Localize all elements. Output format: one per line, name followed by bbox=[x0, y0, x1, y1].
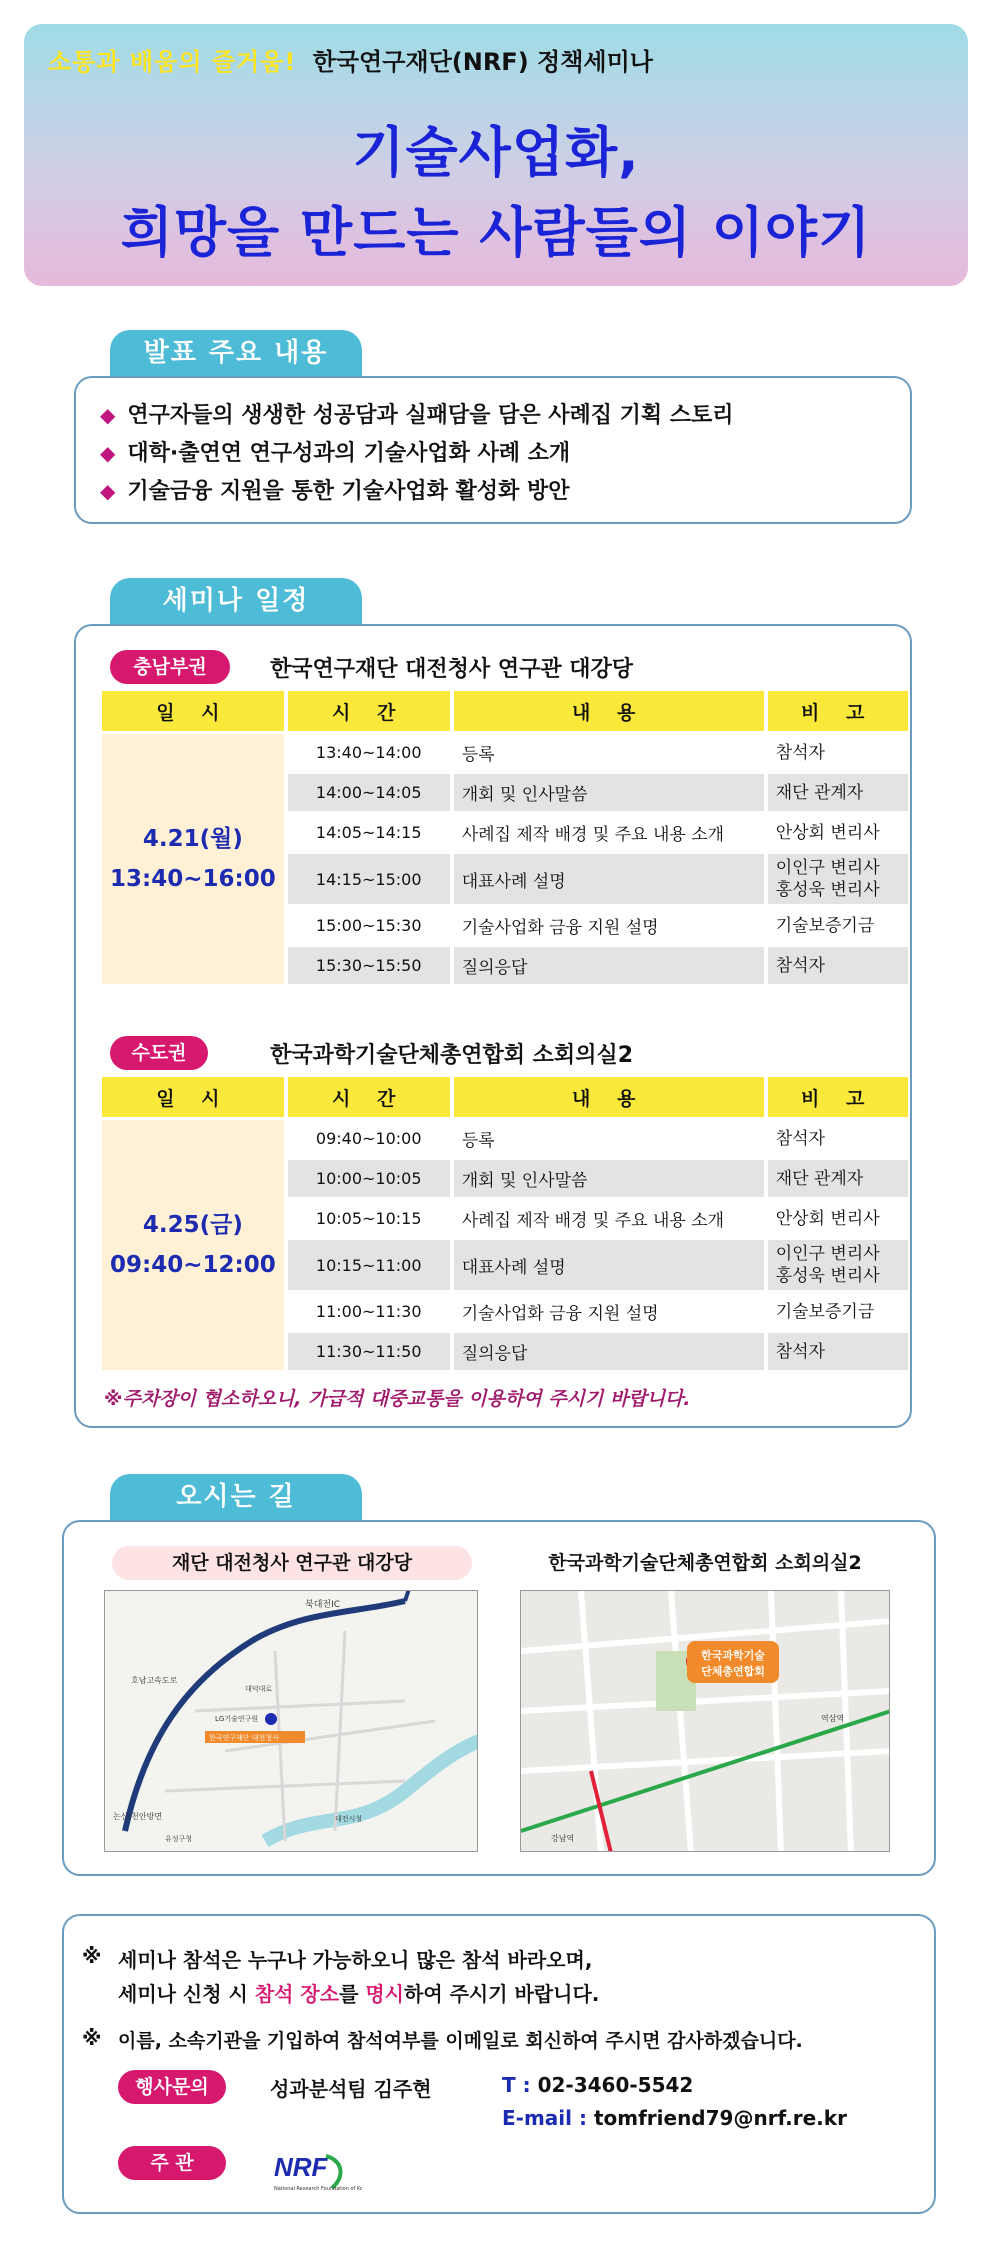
table-row bbox=[102, 734, 908, 771]
map-label: 호남고속도로 bbox=[131, 1676, 178, 1685]
map-daejeon[interactable] bbox=[104, 1590, 478, 1852]
content-cell: 대표사례 설명 bbox=[454, 1240, 764, 1290]
venue-1: 한국연구재단 대전청사 연구관 대강당 bbox=[270, 657, 634, 682]
list-item: ◆ 연구자들의 생생한 성공담과 실패담을 담은 사례집 기획 스토리 bbox=[100, 403, 734, 428]
tab-directions: 오시는 길 bbox=[110, 1474, 362, 1520]
title-line-1: 기술사업화, bbox=[352, 121, 640, 184]
contact-email[interactable]: E-mail : tomfriend79@nrf.re.kr bbox=[502, 2106, 847, 2130]
col-header-time: 시 간 bbox=[288, 1077, 450, 1117]
time-cell: 14:05~14:15 bbox=[315, 823, 422, 842]
map-label: 대전시청 bbox=[335, 1815, 363, 1823]
note1-line1: 세미나 참석은 누구나 가능하오니 많은 참석 바라오며, bbox=[118, 1948, 593, 1972]
note-mark: ※ bbox=[82, 1944, 102, 1968]
note-cell: 기술보증기금 bbox=[775, 915, 875, 936]
diamond-bullet-icon: ◆ bbox=[100, 479, 116, 503]
note-cell: 안상회 변리사 bbox=[775, 822, 880, 843]
note-cell bbox=[768, 1240, 908, 1290]
header-subtitle bbox=[48, 42, 653, 77]
map-label: 한국연구재단 대전청사 bbox=[209, 1734, 279, 1742]
note-cell: 재단 관계자 bbox=[768, 774, 908, 811]
session-time-range: 09:40~12:00 bbox=[110, 1252, 276, 1278]
header-slogan: 소통과 배움의 즐거움! bbox=[48, 48, 297, 76]
note-mark: ※ bbox=[82, 2026, 102, 2050]
region-badge-2: 수도권 bbox=[110, 1036, 208, 1070]
content-cell: 개회 및 인사말씀 bbox=[454, 774, 764, 811]
note-cell: 기술보증기금 bbox=[775, 1301, 875, 1322]
session-date: 4.21(월) bbox=[142, 826, 243, 852]
title-line-2: 희망을 만드는 사람들의 이야기 bbox=[120, 201, 872, 264]
map-label: 한국과학기술 bbox=[701, 1649, 765, 1662]
map-seoul-graphic bbox=[521, 1591, 890, 1852]
note-cell: 재단 관계자 bbox=[768, 1160, 908, 1197]
map-label: 역삼역 bbox=[821, 1714, 845, 1723]
time-cell: 13:40~14:00 bbox=[315, 743, 422, 762]
content-cell: 등록 bbox=[461, 1131, 495, 1151]
map-label: 단체총연합회 bbox=[701, 1665, 765, 1678]
map-label: 강남역 bbox=[551, 1834, 575, 1843]
note-cell: 참석자 bbox=[768, 1333, 908, 1370]
contact-team: 성과분석팀 김주현 bbox=[270, 2077, 432, 2101]
time-cell: 10:05~10:15 bbox=[315, 1209, 422, 1228]
map-label: 북대전IC bbox=[305, 1600, 341, 1610]
session-date-cell bbox=[102, 734, 284, 984]
session-date-cell bbox=[102, 1120, 284, 1370]
region-badge-1: 충남부권 bbox=[110, 650, 230, 684]
time-cell: 15:00~15:30 bbox=[315, 916, 422, 935]
tab-summary: 발표 주요 내용 bbox=[110, 330, 362, 376]
col-header-date: 일 시 bbox=[102, 691, 284, 731]
parking-notice: ※주차장이 협소하오니, 가급적 대중교통을 이용하여 주시기 바랍니다. bbox=[104, 1388, 691, 1410]
list-item: ◆ 기술금융 지원을 통한 기술사업화 활성화 방안 bbox=[100, 479, 570, 504]
time-cell: 09:40~10:00 bbox=[315, 1129, 422, 1148]
host-badge: 주 관 bbox=[118, 2146, 226, 2180]
time-cell: 10:15~11:00 bbox=[288, 1240, 450, 1290]
content-cell: 기술사업화 금융 지원 설명 bbox=[461, 1304, 659, 1324]
note2: 이름, 소속기관을 기입하여 참석여부를 이메일로 회신하여 주시면 감사하겠습니다. bbox=[118, 2030, 803, 2052]
nrf-logo-text: NRF bbox=[274, 2152, 328, 2182]
nrf-logo-subtext: National Research Foundation of Korea bbox=[274, 2186, 362, 2192]
col-header-note: 비 고 bbox=[768, 691, 908, 731]
content-cell: 대표사례 설명 bbox=[454, 854, 764, 904]
note1-line2: 세미나 신청 시 참석 장소를 명시하여 주시기 바랍니다. bbox=[118, 1982, 600, 2006]
note-cell bbox=[768, 854, 908, 904]
map2-caption: 한국과학기술단체총연합회 소회의실2 bbox=[548, 1552, 862, 1574]
col-header-date: 일 시 bbox=[102, 1077, 284, 1117]
schedule-table-2 bbox=[98, 1074, 912, 1373]
content-cell: 질의응답 bbox=[454, 1333, 764, 1370]
header-banner bbox=[24, 24, 968, 286]
note-cell: 참석자 bbox=[768, 947, 908, 984]
contact-badge: 행사문의 bbox=[118, 2070, 226, 2104]
map-label: 유성구청 bbox=[165, 1835, 193, 1843]
nrf-logo bbox=[272, 2146, 362, 2206]
venue-2: 한국과학기술단체총연합회 소회의실2 bbox=[270, 1043, 633, 1068]
content-cell: 기술사업화 금융 지원 설명 bbox=[461, 918, 659, 938]
time-cell: 10:00~10:05 bbox=[288, 1160, 450, 1197]
note-line: 이인구 변리사 bbox=[775, 1244, 880, 1264]
col-header-content: 내 용 bbox=[454, 691, 764, 731]
map-label: 논산/천안방면 bbox=[113, 1812, 163, 1821]
col-header-content: 내 용 bbox=[454, 1077, 764, 1117]
content-cell: 질의응답 bbox=[454, 947, 764, 984]
map-label: LG기술연구원 bbox=[215, 1715, 259, 1723]
map-seoul[interactable] bbox=[520, 1590, 890, 1852]
contact-phone: T : 02-3460-5542 bbox=[502, 2073, 694, 2097]
map1-caption: 재단 대전청사 연구관 대강당 bbox=[112, 1546, 472, 1580]
content-cell: 등록 bbox=[461, 745, 495, 765]
note-cell: 안상회 변리사 bbox=[775, 1208, 880, 1229]
diamond-bullet-icon: ◆ bbox=[100, 441, 116, 465]
note-cell: 참석자 bbox=[775, 742, 825, 763]
time-cell: 14:00~14:05 bbox=[288, 774, 450, 811]
note-line: 홍성욱 변리사 bbox=[775, 880, 880, 900]
time-cell: 15:30~15:50 bbox=[288, 947, 450, 984]
col-header-time: 시 간 bbox=[288, 691, 450, 731]
list-item: ◆ 대학·출연연 연구성과의 기술사업화 사례 소개 bbox=[100, 441, 571, 466]
summary-list bbox=[100, 396, 734, 510]
diamond-bullet-icon: ◆ bbox=[100, 403, 116, 427]
time-cell: 11:00~11:30 bbox=[315, 1302, 422, 1321]
content-cell: 사례집 제작 배경 및 주요 내용 소개 bbox=[461, 1211, 725, 1231]
time-cell: 11:30~11:50 bbox=[288, 1333, 450, 1370]
col-header-note: 비 고 bbox=[768, 1077, 908, 1117]
content-cell: 개회 및 인사말씀 bbox=[454, 1160, 764, 1197]
map-label: 대덕대로 bbox=[245, 1685, 273, 1693]
note-cell: 참석자 bbox=[775, 1128, 825, 1149]
session-date: 4.25(금) bbox=[142, 1212, 243, 1238]
session-time-range: 13:40~16:00 bbox=[110, 866, 276, 892]
schedule-table-1 bbox=[98, 688, 912, 987]
map-daejeon-graphic bbox=[105, 1591, 478, 1852]
note-line: 이인구 변리사 bbox=[775, 858, 880, 878]
tab-schedule: 세미나 일정 bbox=[110, 578, 362, 624]
content-cell: 사례집 제작 배경 및 주요 내용 소개 bbox=[461, 825, 725, 845]
note-line: 홍성욱 변리사 bbox=[775, 1266, 880, 1286]
header-series-name: 한국연구재단(NRF) 정책세미나 bbox=[312, 48, 653, 76]
table-row bbox=[102, 1120, 908, 1157]
time-cell: 14:15~15:00 bbox=[288, 854, 450, 904]
